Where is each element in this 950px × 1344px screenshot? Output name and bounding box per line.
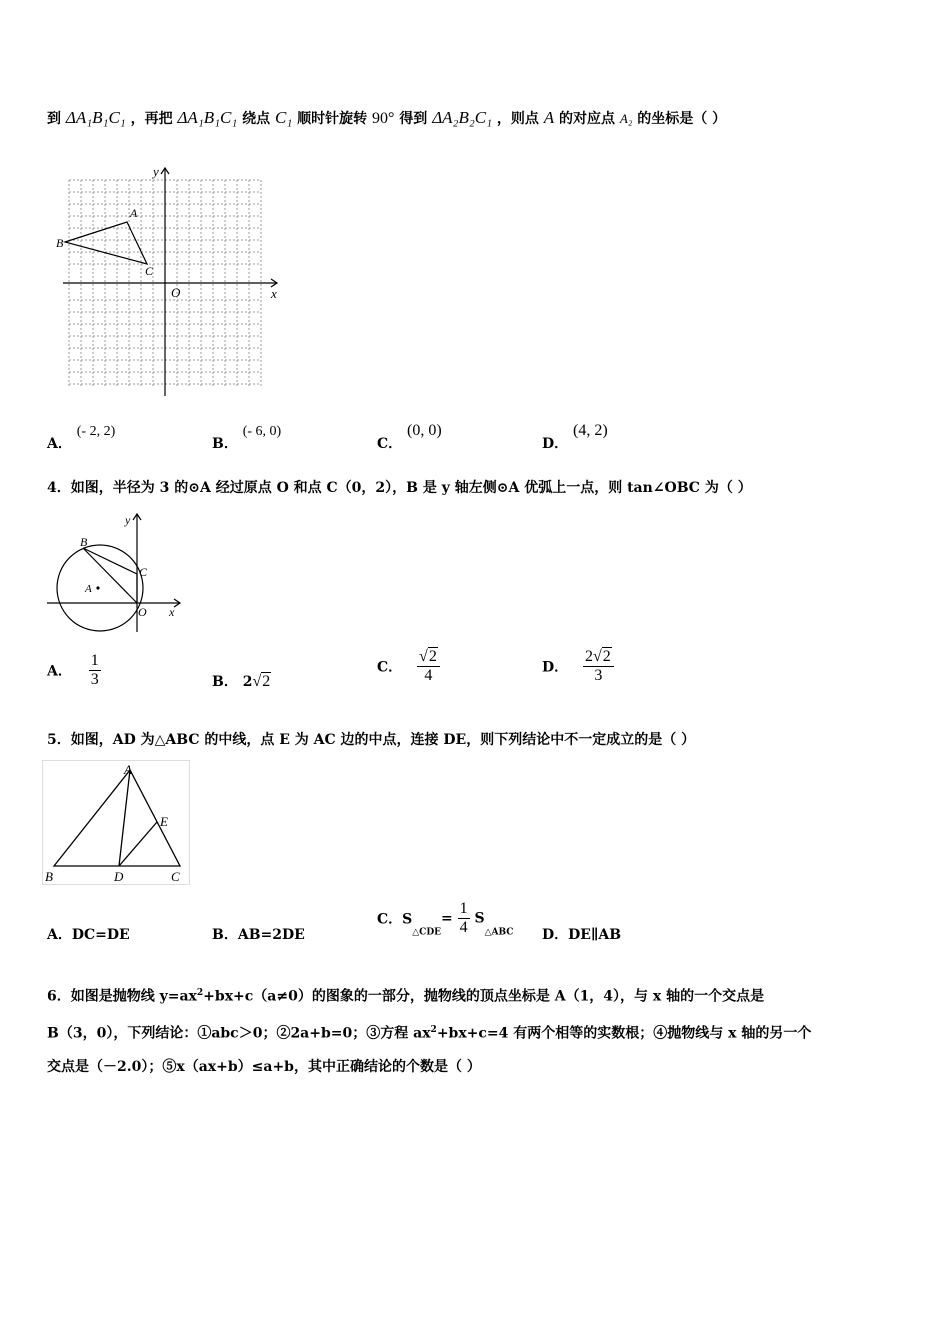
q4-option-a[interactable] <box>47 652 101 689</box>
q4-label-c: C <box>139 565 148 579</box>
q3-label-b: B <box>56 236 64 250</box>
q5-option-c-sub-cde: △CDE <box>412 927 442 938</box>
q3-point-c1: C₁ <box>275 108 293 127</box>
q5-option-c-numerator: 1 <box>459 900 468 917</box>
q3-label-c: C <box>145 264 154 278</box>
q6-line-2-a: B（3，0），下列结论：①abc＞0；②2a+b=0；③方程 ax <box>47 1025 431 1042</box>
q3-triangle-3: ΔA₂B₂C₁ <box>432 108 493 127</box>
q5-option-c-fraction <box>458 900 470 937</box>
q5-option-d[interactable]: D．DE∥AB <box>542 927 622 943</box>
q3-text-8: 的坐标是（ ） <box>637 111 727 127</box>
q5-option-c-denominator: 4 <box>459 919 468 936</box>
q5-label-d: D <box>114 869 124 884</box>
q4-option-a-denominator: 3 <box>90 671 99 688</box>
q6-line-2-b: +bx+c=4 有两个相等的实数根；④抛物线与 x 轴的另一个 <box>436 1025 812 1042</box>
q4-option-a-label: A． <box>47 663 72 680</box>
q3-option-a-label: A． <box>47 436 72 452</box>
q4-option-c-label: C． <box>377 659 403 676</box>
q3-option-c-value: (0, 0) <box>407 422 442 439</box>
q4-option-d-numerator: 2√2 <box>583 648 614 667</box>
q3-text-2: ，再把 <box>130 111 173 127</box>
q3-option-a-value: (- 2, 2) <box>76 424 116 439</box>
q5-option-c-label: C．S <box>377 911 413 928</box>
q3-text-3: 绕点 <box>242 111 271 127</box>
q3-option-b-value: (- 6, 0) <box>242 424 282 439</box>
q3-label-y: y <box>153 164 159 179</box>
q3-text-6: ，则点 <box>496 111 539 127</box>
q4-label-a: A <box>85 583 92 595</box>
q3-option-d-label: D． <box>542 436 569 452</box>
q4-option-c-numerator: √2 <box>417 648 440 667</box>
q6-line-3: 交点是（－2.0）；⑤x（ax+b）≤a+b，其中正确结论的个数是（ ） <box>47 1059 481 1075</box>
q4-option-b[interactable] <box>212 671 271 691</box>
q5-label-b: B <box>45 869 53 884</box>
q4-option-b-coef: 2 <box>242 674 253 690</box>
q4-label-o: O <box>138 605 147 619</box>
q4-option-c-denominator: 4 <box>424 667 433 684</box>
q3-label-x: x <box>271 286 277 301</box>
q3-option-a[interactable] <box>47 420 116 452</box>
q3-option-c[interactable] <box>377 420 442 452</box>
q3-stem <box>47 108 726 129</box>
q4-circle-figure <box>45 510 190 635</box>
q3-triangle-2: ΔA₁B₁C₁ <box>177 108 238 127</box>
q6-line-1 <box>47 983 764 1007</box>
q4-option-c-fraction <box>417 648 440 685</box>
q4-option-b-radicand: 2 <box>262 673 271 690</box>
q3-angle: 90° <box>372 110 395 127</box>
q5-label-c: C <box>171 869 180 884</box>
q4-option-d-denominator: 3 <box>594 667 603 684</box>
q5-option-c-s2: S <box>474 910 485 927</box>
q5-option-b[interactable]: B．AB=2DE <box>212 927 305 943</box>
q5-option-a[interactable]: A．DC=DE <box>47 927 130 943</box>
q3-option-b-label: B． <box>212 436 238 452</box>
q6-line-1-b: +bx+c（a≠0）的图象的一部分，抛物线的顶点坐标是 A（1，4），与 x 轴的一个交点是 <box>203 988 765 1005</box>
q3-point-a2: A₂ <box>619 111 633 126</box>
q3-text-1: 到 <box>47 111 61 127</box>
q3-text-5: 得到 <box>399 111 428 127</box>
q4-option-c-radicand: 2 <box>428 648 437 665</box>
q6-line-1-a: 6．如图是抛物线 y=ax <box>47 988 197 1005</box>
q3-option-d-value: (4, 2) <box>573 422 608 439</box>
q4-option-d-label: D． <box>542 659 569 676</box>
q5-stem: 5．如图，AD 为△ABC 的中线，点 E 为 AC 边的中点，连接 DE，则下列结论中不一定成立的是（ ） <box>47 732 696 748</box>
q4-option-b-label: B． <box>212 674 238 690</box>
q4-option-d-coef: 2 <box>585 648 594 665</box>
q4-circle-a <box>57 545 143 631</box>
q3-axes <box>63 168 277 396</box>
q3-option-d[interactable] <box>542 420 608 452</box>
q5-triangle-figure <box>42 760 190 888</box>
q5-label-e: E <box>160 814 168 829</box>
q4-label-b: B <box>80 535 88 549</box>
q3-label-o: O <box>171 285 181 300</box>
q4-option-a-fraction <box>89 652 101 689</box>
q4-option-d[interactable] <box>542 648 614 685</box>
q3-triangle-1: ΔA₁B₁C₁ <box>65 108 126 127</box>
q5-label-a: A <box>124 762 132 777</box>
q3-option-c-label: C． <box>377 436 403 452</box>
q5-option-c[interactable] <box>377 900 513 938</box>
q4-option-d-radicand: 2 <box>602 648 611 665</box>
q6-sup-2: 2 <box>430 1025 437 1035</box>
q4-label-x: x <box>169 605 175 619</box>
q6-sup-1: 2 <box>196 988 204 998</box>
q3-point-a: A <box>543 108 555 127</box>
q3-text-7: 的对应点 <box>559 111 616 127</box>
q4-option-d-fraction <box>583 648 614 685</box>
q4-option-a-numerator: 1 <box>90 652 99 669</box>
q3-label-a: A <box>130 206 138 220</box>
q5-option-c-sub-abc: △ABC <box>484 927 514 938</box>
q4-option-b-sqrt: √2 <box>252 673 271 690</box>
q3-option-b[interactable] <box>212 420 282 452</box>
q4-option-c[interactable] <box>377 648 440 685</box>
q3-text-4: 顺时针旋转 <box>297 111 368 127</box>
q6-line-2 <box>47 1020 811 1044</box>
q4-label-y: y <box>125 513 131 527</box>
q4-stem: 4．如图，半径为 3 的⊙A 经过原点 O 和点 C（0，2），B 是 y 轴左侧⊙A 优弧上一点，则 tan∠OBC 为（ ） <box>47 480 752 496</box>
q5-option-c-eq: = <box>441 910 453 927</box>
q3-grid-figure <box>55 160 285 405</box>
